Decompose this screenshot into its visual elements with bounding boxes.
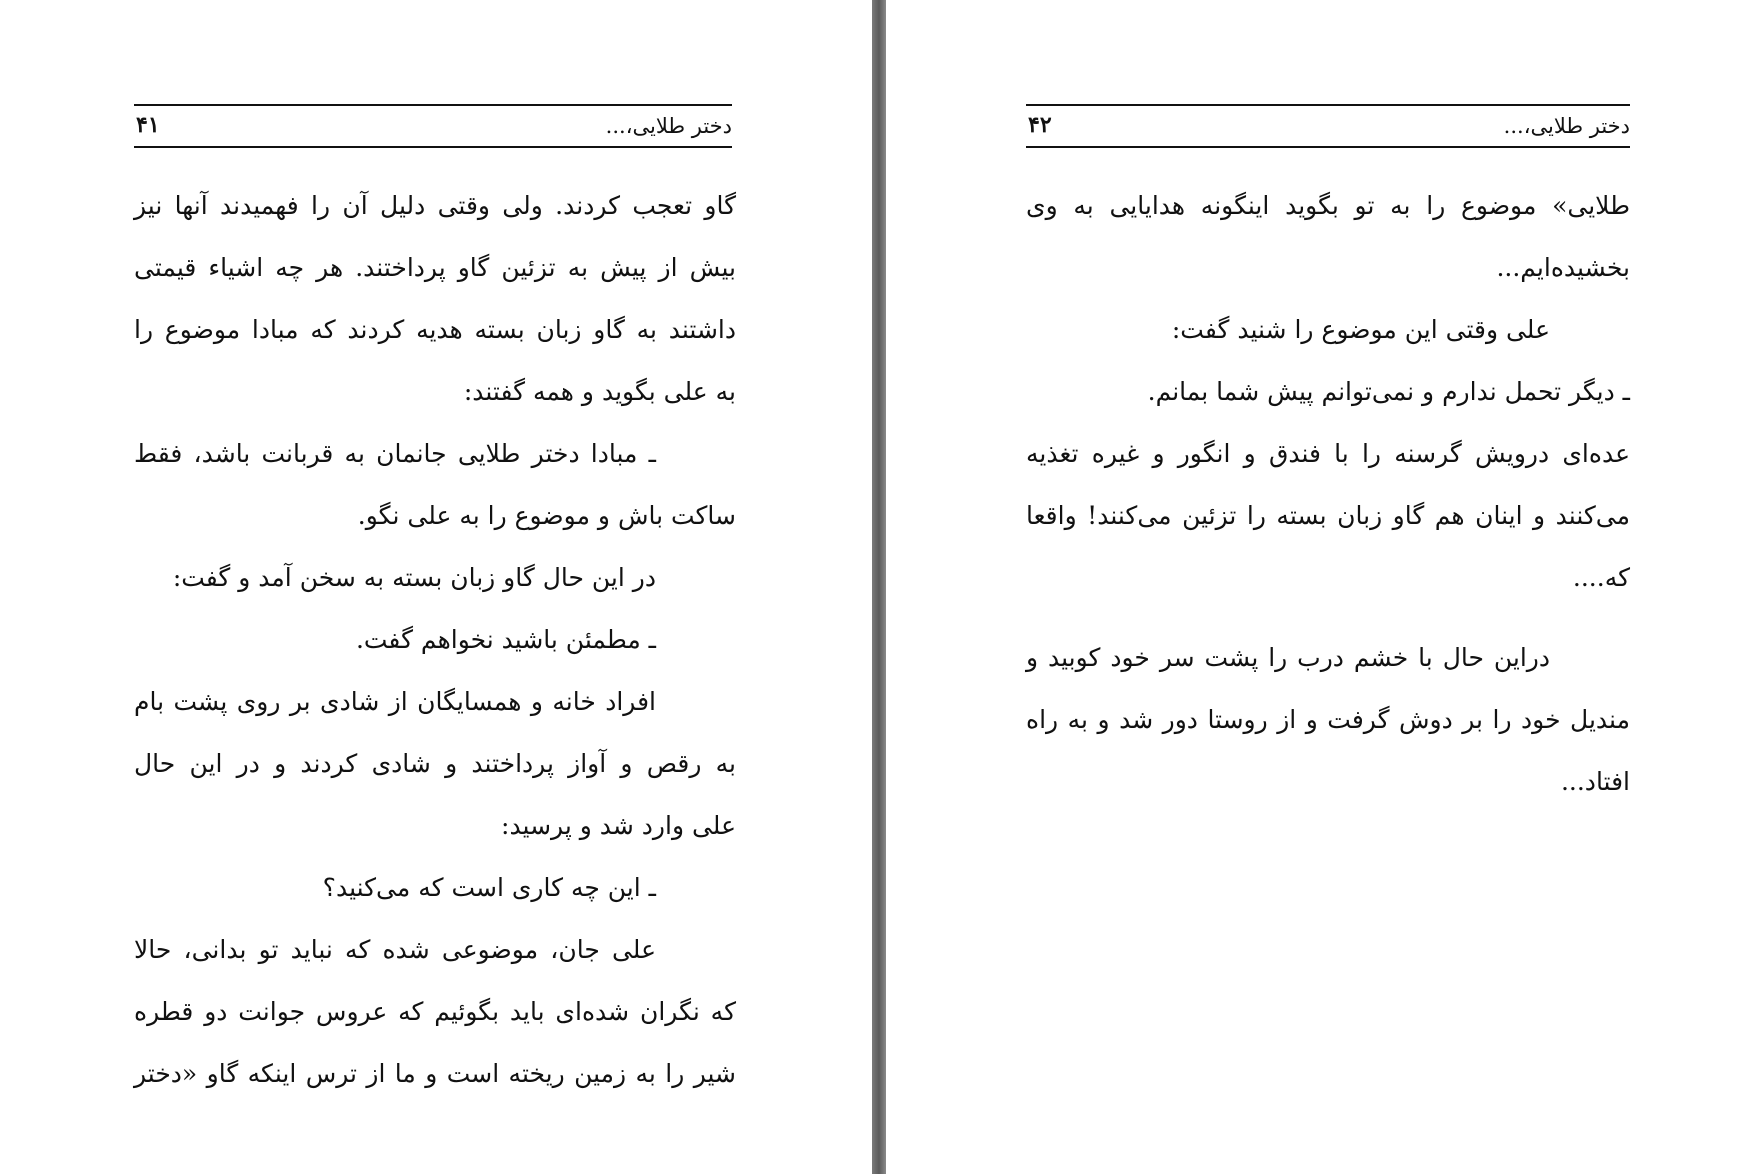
running-title: دختر طلایی،... xyxy=(605,114,732,138)
right-page-header xyxy=(1026,104,1630,148)
text-line: افراد خانه و همسایگان از شادی بر روی پشت بام xyxy=(134,687,656,716)
text-line: طلایی» موضوع را به تو بگوید اینگونه هدایایی به وی xyxy=(1026,191,1630,220)
text-line: گاو تعجب کردند. ولی وقتی دلیل آن را فهمیدند آنها نیز xyxy=(134,191,736,220)
text-line: در این حال گاو زبان بسته به سخن آمد و گفت: xyxy=(172,563,656,592)
left-page-body xyxy=(134,175,736,1105)
text-line: علی جان، موضوعی شده که نباید تو بدانی، حالا xyxy=(134,935,656,964)
text-line: علی وقتی این موضوع را شنید گفت: xyxy=(1171,315,1550,344)
book-gutter xyxy=(872,0,886,1174)
text-line: شیر را به زمین ریخته است و ما از ترس اینکه گاو «دختر xyxy=(134,1059,736,1088)
text-line: که نگران شده‌ای باید بگوئیم که عروس جوانت دو قطره xyxy=(134,997,736,1026)
right-page-body xyxy=(1026,175,1630,813)
text-line: به علی بگوید و همه گفتند: xyxy=(463,377,736,406)
text-line: افتاد... xyxy=(1560,767,1630,796)
text-line: مندیل خود را بر دوش گرفت و از روستا دور شد و به راه xyxy=(1026,705,1630,734)
text-line: بخشیده‌ایم... xyxy=(1496,253,1630,282)
text-line: ـ دیگر تحمل ندارم و نمی‌توانم پیش شما بمانم. xyxy=(1147,377,1630,406)
text-line: عده‌ای درویش گرسنه را با فندق و انگور و غیره تغذیه xyxy=(1026,439,1630,468)
left-page-header xyxy=(134,104,732,148)
text-line: می‌کنند و اینان هم گاو زبان بسته را تزئین می‌کنند! واقعا xyxy=(1026,501,1630,530)
text-line: دراین حال با خشم درب را پشت سر خود کوبید و xyxy=(1026,643,1550,672)
page-number: ۴۲ xyxy=(1028,112,1052,138)
text-line: که.... xyxy=(1572,563,1630,592)
text-line: بیش از پیش به تزئین گاو پرداختند. هر چه اشیاء قیمتی xyxy=(134,253,736,282)
text-line: ـ مطمئن باشید نخواهم گفت. xyxy=(355,625,656,654)
text-line: داشتند به گاو زبان بسته هدیه کردند که مبادا موضوع را xyxy=(134,315,736,344)
page-number: ۴۱ xyxy=(136,112,160,138)
text-line: ـ مبادا دختر طلایی جانمان به قربانت باشد، فقط xyxy=(134,439,656,468)
text-line: به رقص و آواز پرداختند و شادی کردند و در این حال xyxy=(134,749,736,778)
text-line: ساکت باش و موضوع را به علی نگو. xyxy=(357,501,736,530)
running-title: دختر طلایی،... xyxy=(1503,114,1630,138)
text-line: علی وارد شد و پرسید: xyxy=(501,811,736,840)
text-line: ـ این چه کاری است که می‌کنید؟ xyxy=(322,873,656,902)
